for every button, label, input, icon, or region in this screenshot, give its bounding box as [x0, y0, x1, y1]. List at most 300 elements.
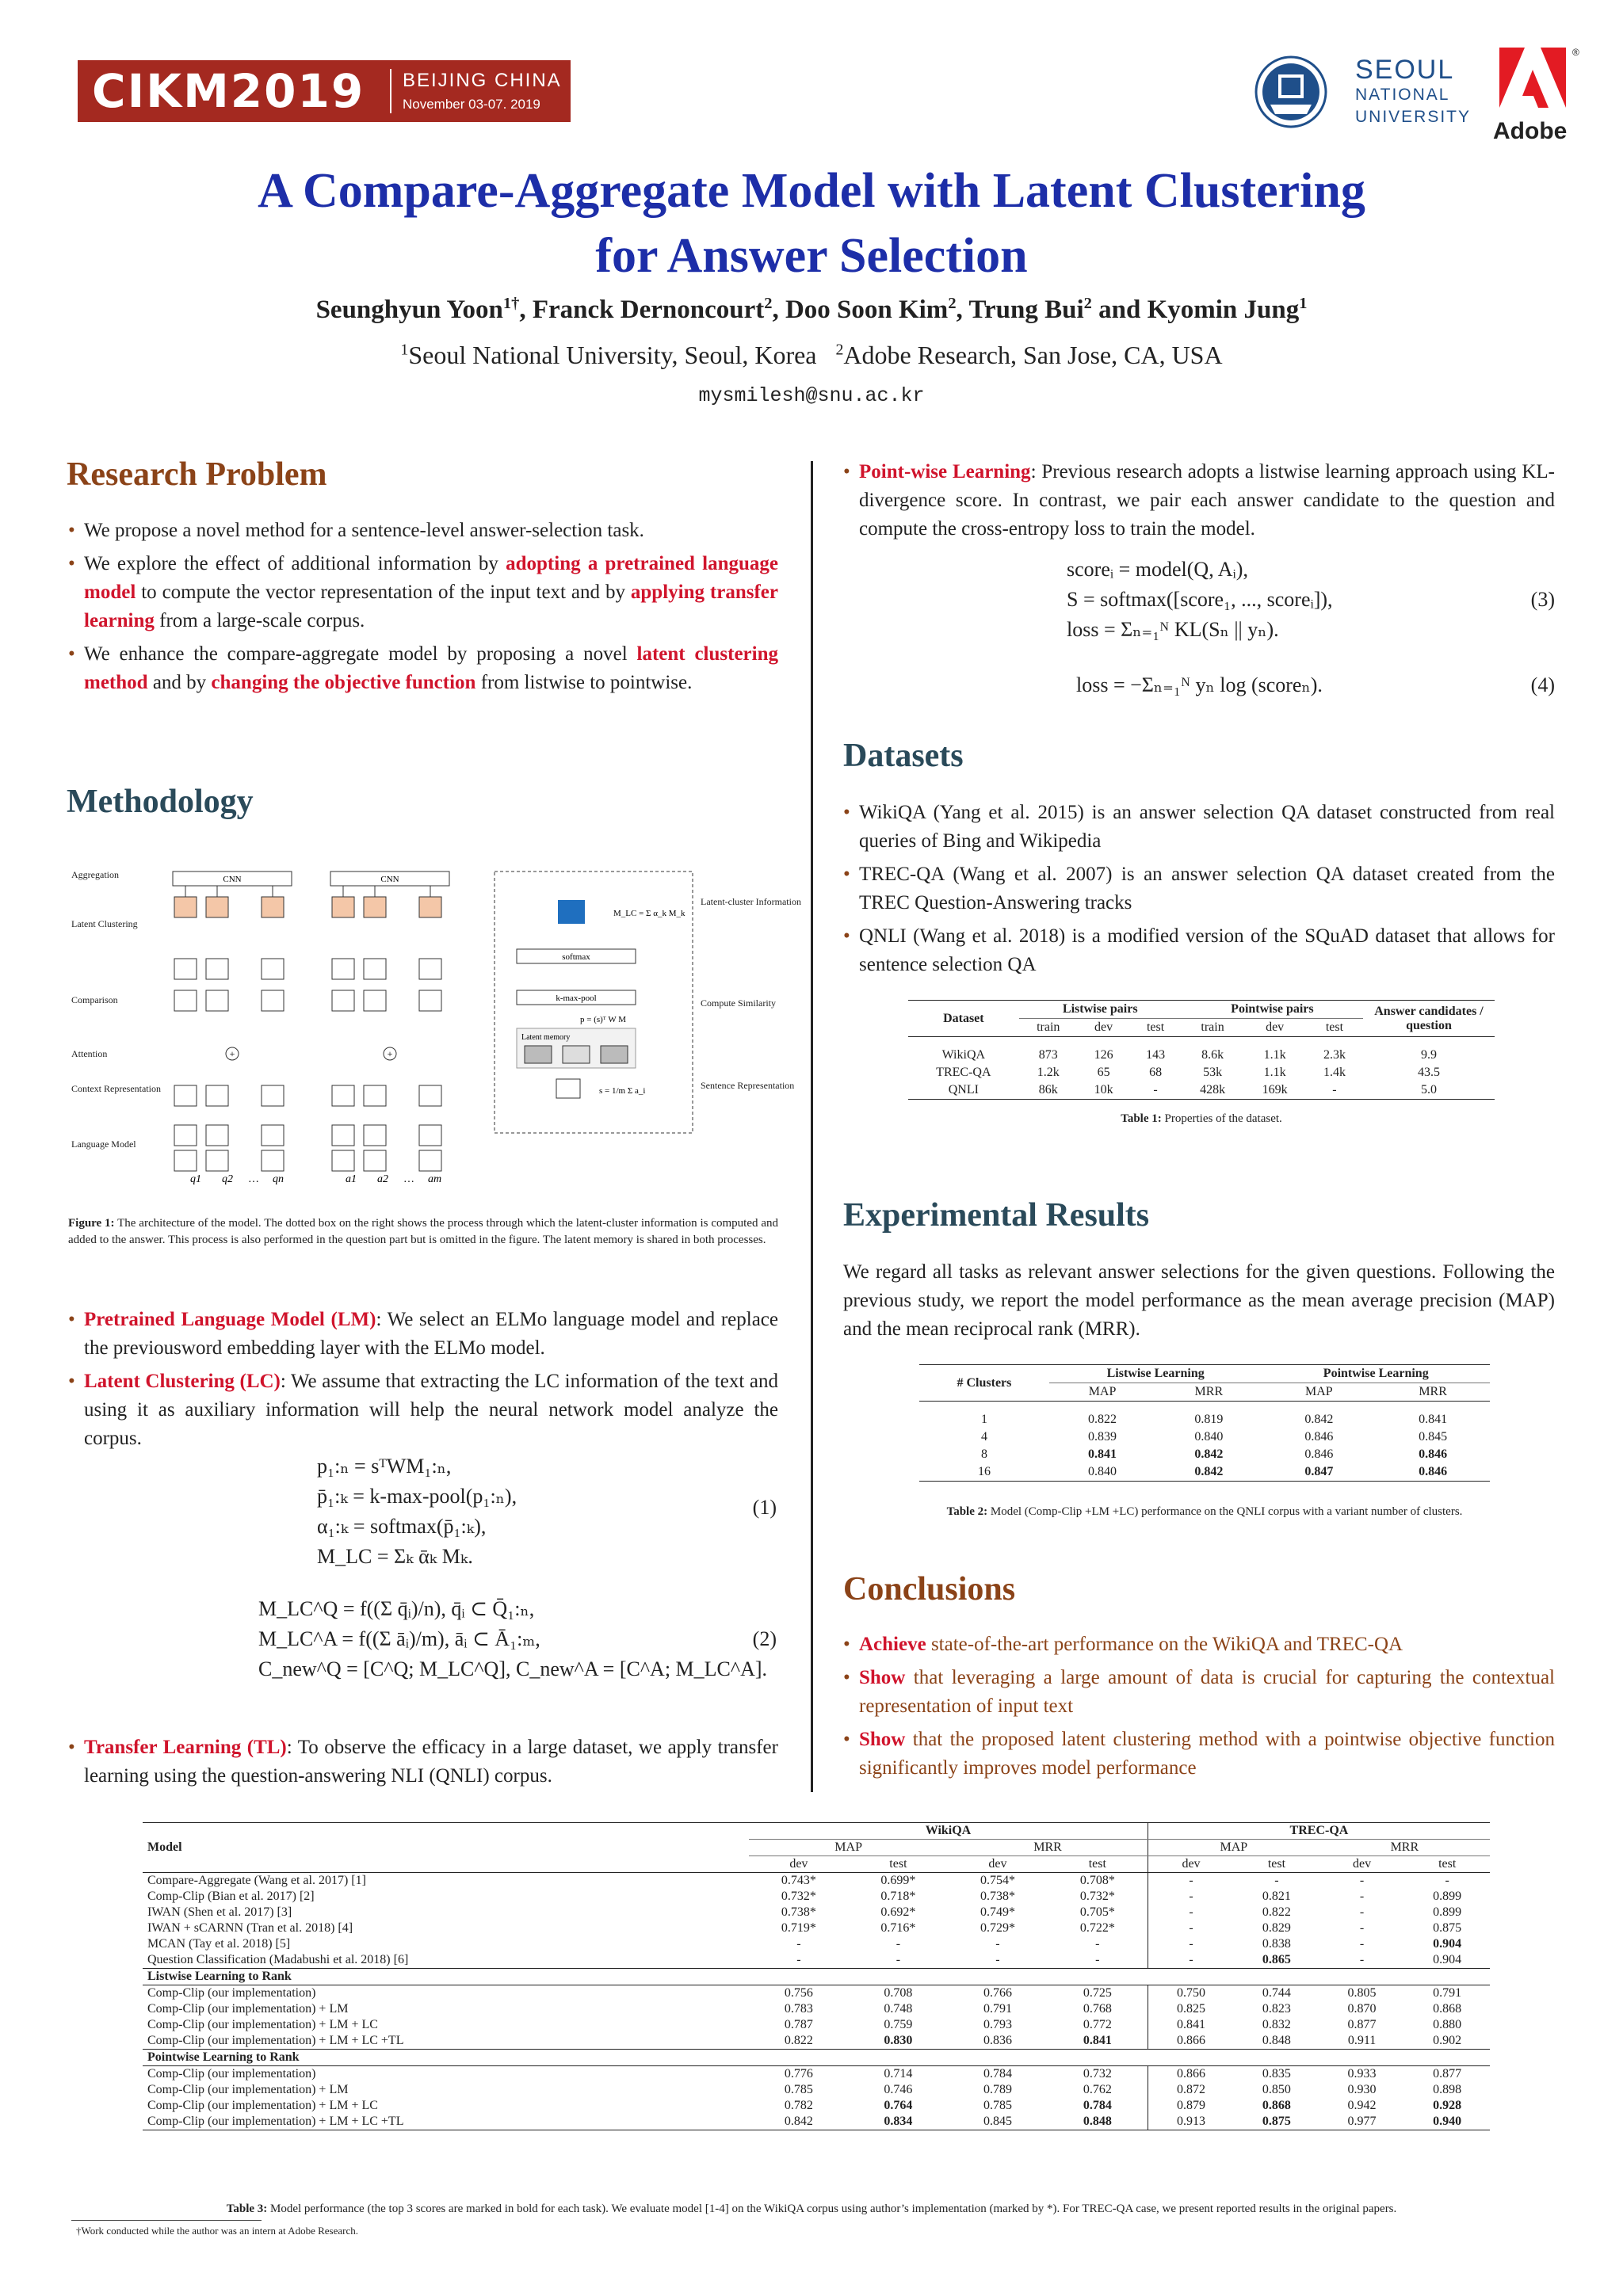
t3-header-mrr: MRR	[948, 1840, 1148, 1856]
table-cell: 0.850	[1262, 2083, 1291, 2096]
t3-subheader: test	[889, 1857, 907, 1871]
t2-subheader: MRR	[1194, 1385, 1224, 1398]
table-cell: 0.842	[1194, 1465, 1224, 1478]
conclusion-b3-text: that the proposed latent clustering method with a pointwise objective function significantly improves model performance	[859, 1729, 1555, 1779]
author-list	[0, 295, 1623, 325]
a-token-label: …	[404, 1173, 414, 1185]
table-cell: 0.832	[1262, 2018, 1291, 2031]
table-cell: 0.784	[983, 2067, 1012, 2081]
table-row	[143, 1936, 1490, 1952]
vector-cell	[419, 1085, 441, 1106]
rp-b2-highlight-2: applying transfer learning	[84, 582, 778, 631]
table-row	[143, 1889, 1490, 1905]
vector-cell	[419, 990, 441, 1011]
conclusion-b1-bold: Achieve	[859, 1634, 926, 1655]
vector-cell	[174, 959, 197, 979]
table-2	[919, 1364, 1490, 1482]
table-cell: 0.793	[983, 2018, 1012, 2031]
conclusion-bullet-3	[843, 1726, 1555, 1783]
vector-cell	[332, 1085, 354, 1106]
eq4-text: loss = −Σₙ₌₁ᴺ yₙ log (scoreₙ).	[1076, 673, 1323, 696]
vector-cell	[174, 990, 197, 1011]
mlc-box	[558, 900, 585, 924]
vector-cell	[262, 1085, 284, 1106]
table-row	[143, 2082, 1490, 2098]
t3-header-map: MAP	[749, 1840, 948, 1856]
model-name-cell: Comp-Clip (our implementation) + LM	[147, 2002, 349, 2016]
table-cell: 0.754*	[980, 1874, 1015, 1887]
model-name-cell: Comp-Clip (our implementation) + LM + LC +TL	[147, 2034, 404, 2047]
t2-subheader: MAP	[1088, 1385, 1117, 1398]
table-row	[919, 1428, 1490, 1446]
datasets-body	[843, 799, 1555, 984]
snu-seal-icon	[1254, 55, 1327, 128]
table-cell: 0.902	[1433, 2034, 1462, 2047]
table-cell: QNLI	[948, 1083, 979, 1097]
t1-subheader: test	[1325, 1020, 1344, 1034]
t3-subheader: test	[1267, 1857, 1286, 1871]
table-cell: 0.743*	[781, 1874, 816, 1887]
adobe-a-icon	[1493, 46, 1580, 116]
snu-line-2: NATIONAL	[1355, 86, 1450, 104]
table-2-caption	[919, 1505, 1490, 1519]
table-cell: 0.842	[784, 2115, 813, 2128]
table-row	[143, 1873, 1490, 1890]
model-name-cell: Comp-Clip (our implementation) + LM	[147, 2083, 349, 2096]
conclusions-heading: Conclusions	[843, 1571, 1016, 1608]
vector-cell	[332, 1125, 354, 1146]
author-separator: and	[1091, 296, 1148, 324]
table-cell: 0.738*	[980, 1890, 1015, 1903]
fig-row-label: Comparison	[71, 994, 118, 1005]
table-cell: 0.835	[1262, 2067, 1291, 2081]
rp-b3-text-c: from listwise to pointwise.	[475, 672, 693, 693]
table-cell: 65	[1097, 1066, 1110, 1079]
table-group-title: Pointwise Learning to Rank	[143, 2050, 1490, 2066]
q-token-label: q2	[222, 1173, 233, 1185]
snu-wordmark	[1355, 55, 1471, 128]
table-row	[143, 2033, 1490, 2050]
model-name-cell: Comp-Clip (our implementation) + LM + LC +TL	[147, 2115, 404, 2128]
table-cell: 0.865	[1262, 1953, 1291, 1966]
table-cell: 68	[1149, 1066, 1163, 1079]
table-cell: 0.776	[784, 2067, 813, 2081]
table-cell: 0.785	[784, 2083, 813, 2096]
table-cell: 143	[1146, 1048, 1166, 1062]
t1-caption-text: Properties of the dataset.	[1164, 1112, 1282, 1125]
rp-b3-text-a: We enhance the compare-aggregate model by proposing a novel	[84, 643, 637, 665]
table-cell: 0.899	[1433, 1905, 1462, 1919]
model-name-cell: Question Classification (Madabushi et al. 2018) [6]	[147, 1953, 409, 1966]
table-cell: 0.846	[1419, 1465, 1448, 1478]
title-line-1: A Compare-Aggregate Model with Latent Clustering	[258, 164, 1365, 218]
rp-b2-text-c: from a large-scale corpus.	[154, 610, 365, 631]
fig-row-label: Aggregation	[71, 869, 119, 880]
table-cell: 0.911	[1347, 2034, 1377, 2047]
table-row	[143, 1952, 1490, 1969]
conference-city: BEIJING CHINA	[403, 70, 562, 91]
table-cell: -	[1095, 1937, 1100, 1951]
svg-text:+: +	[387, 1048, 393, 1059]
table-cell: -	[1332, 1083, 1337, 1097]
table-cell: 0.748	[884, 2002, 913, 2016]
table-cell: 0.840	[1194, 1430, 1224, 1444]
vector-cell	[332, 990, 354, 1011]
table-cell: 0.880	[1433, 2018, 1462, 2031]
model-name-cell: Comp-Clip (Bian et al. 2017) [2]	[147, 1890, 315, 1903]
eq2-line: M_LC^Q = f((Σ q̄ᵢ)/n), q̄ᵢ ⊂ Q̄₁:ₙ,	[258, 1597, 535, 1620]
eq2-number: (2)	[752, 1627, 777, 1650]
tl-bullet	[68, 1733, 778, 1791]
s-equation: s = 1/m Σ a_i	[599, 1086, 646, 1096]
cikm-logo: CIKM2019	[92, 64, 365, 118]
table-cell: -	[1359, 1921, 1365, 1935]
table-cell: -	[1148, 1920, 1234, 1936]
table-cell: 0.787	[784, 2018, 813, 2031]
fig-row-label: Attention	[71, 1048, 108, 1059]
vector-cell	[174, 897, 197, 917]
t1-subheader: train	[1201, 1020, 1224, 1034]
table-cell: -	[1445, 1874, 1449, 1887]
table-cell: -	[796, 1953, 801, 1966]
table-cell: 0.705*	[1079, 1905, 1115, 1919]
rp-bullet-3	[68, 640, 778, 697]
t1-header-pointwise: Pointwise pairs	[1182, 1001, 1363, 1019]
conclusion-b2-bold: Show	[859, 1667, 906, 1688]
rp-b2-highlight-1: adopting a pretrained language model	[84, 553, 778, 603]
kmaxpool-label: k-max-pool	[556, 994, 597, 1003]
table-cell: 0.836	[983, 2034, 1012, 2047]
equation-3	[1067, 555, 1555, 645]
fig-row-label: Context Representation	[71, 1083, 161, 1094]
table-cell: 0.744	[1262, 1986, 1291, 2000]
table-cell: 0.834	[884, 2115, 913, 2128]
conclusion-bullet-1	[843, 1630, 1555, 1659]
table-1	[908, 1000, 1495, 1100]
table-row	[908, 1064, 1495, 1081]
pointwise-label: Point-wise Learning	[859, 461, 1031, 482]
table-cell: 1.1k	[1263, 1066, 1286, 1079]
architecture-figure	[67, 864, 801, 1188]
table-cell: 4	[980, 1430, 987, 1444]
t3-header-model: Model	[143, 1823, 749, 1873]
table-cell: 16	[977, 1465, 991, 1478]
datasets-heading: Datasets	[843, 738, 964, 774]
table-cell: 0.784	[1083, 2099, 1112, 2112]
table-cell: 0.841	[1148, 2017, 1234, 2033]
author-affil-sup: 2	[1083, 295, 1092, 312]
t3-subheader: dev	[1352, 1857, 1372, 1871]
question-branch	[173, 871, 292, 886]
conference-date: November 03-07. 2019	[403, 97, 540, 112]
table-cell: 0.913	[1148, 2114, 1234, 2130]
table-cell: 0.823	[1262, 2002, 1291, 2016]
table-cell: 0.759	[884, 2018, 913, 2031]
affil-2-sup: 2	[835, 341, 844, 359]
eq2-line: M_LC^A = f((Σ āᵢ)/m), āᵢ ⊂ Ā₁:ₘ,	[258, 1627, 540, 1650]
lc-label: Latent Clustering (LC)	[84, 1371, 281, 1392]
table-cell: 53k	[1203, 1066, 1223, 1079]
table-cell: 0.842	[1304, 1413, 1334, 1426]
table-cell: 0.841	[1419, 1413, 1448, 1426]
table-cell: 0.785	[983, 2099, 1012, 2112]
table-cell: 0.718*	[880, 1890, 916, 1903]
table-cell: 0.732*	[781, 1890, 816, 1903]
table-cell: 0.928	[1433, 2099, 1462, 2112]
vector-cell	[332, 959, 354, 979]
eq1-line: p̄₁:ₖ = k-max-pool(p₁:ₙ),	[317, 1485, 517, 1508]
vector-cell	[174, 1125, 197, 1146]
table-cell: 873	[1038, 1048, 1058, 1062]
rp-b2-text-b: to compute the vector representation of the input text and by	[136, 582, 631, 603]
experimental-results-text: We regard all tasks as relevant answer selections for the given questions. Following the previous study, we report the model performance as the mean average precision (MAP) and the mean reciprocal rank (MRR).	[843, 1261, 1555, 1340]
latent-memory-label: Latent memory	[521, 1033, 571, 1042]
transfer-learning-section	[68, 1733, 778, 1795]
table-cell: 0.829	[1262, 1921, 1291, 1935]
table-cell: -	[896, 1937, 901, 1951]
table-cell: 0.977	[1347, 2115, 1377, 2128]
table-cell: 0.822	[1262, 1905, 1291, 1919]
table-cell: 0.805	[1347, 1986, 1377, 2000]
vector-cell	[262, 990, 284, 1011]
contact-email[interactable]: mysmilesh@snu.ac.kr	[698, 384, 925, 407]
table-cell: 0.870	[1347, 2002, 1377, 2016]
rp-b2-text-a: We explore the effect of additional information by	[84, 553, 506, 574]
table-cell: 0.783	[784, 2002, 813, 2016]
vector-cell	[419, 1125, 441, 1146]
t2-subheader: MAP	[1305, 1385, 1333, 1398]
vector-cell	[364, 959, 386, 979]
table-row	[143, 1905, 1490, 1920]
figure-1-caption-text: The architecture of the model. The dotted box on the right shows the process through which the latent-cluster information is computed and added to the answer. This process is also performed in the question part but is omitted in the figure. The latent memory is shared in both processes.	[68, 1217, 778, 1246]
t2-subheader: MRR	[1419, 1385, 1447, 1398]
author-name: Seunghyun Yoon	[315, 296, 503, 324]
affiliations	[0, 341, 1623, 370]
t3-header-mrr: MRR	[1319, 1840, 1490, 1856]
dataset-b3-text: QNLI (Wang et al. 2018) is a modified version of the SQuAD dataset that allows for sentence selection QA	[859, 925, 1555, 975]
pointwise-section	[843, 458, 1555, 548]
rp-b3-text-b: and by	[147, 672, 212, 693]
table-group-header	[143, 1969, 1490, 1985]
table-row	[908, 1037, 1495, 1065]
table-row	[143, 1985, 1490, 2002]
table-cell: 0.877	[1347, 2018, 1377, 2031]
author-separator: ,	[519, 296, 533, 324]
table-3-caption	[0, 2203, 1623, 2216]
table-cell: 0.738*	[781, 1905, 816, 1919]
equation-4	[1076, 670, 1555, 700]
table-cell: 0.750	[1148, 1985, 1234, 2002]
tl-text: : To observe the efficacy in a large dataset, we apply transfer learning using the question-answering NLI (QNLI) corpus.	[84, 1737, 778, 1787]
vector-cell	[206, 959, 228, 979]
table-cell: 0.756	[784, 1986, 813, 2000]
table-row	[919, 1446, 1490, 1463]
table-cell: -	[995, 1937, 1000, 1951]
conclusion-b2-text: that leveraging a large amount of data is crucial for capturing the contextual representation of input text	[859, 1667, 1555, 1717]
table-row	[908, 1081, 1495, 1100]
vector-cell	[332, 897, 354, 917]
table-cell: 0.746	[884, 2083, 913, 2096]
eq1-number: (1)	[752, 1496, 777, 1519]
vector-cell	[206, 990, 228, 1011]
table-cell: 0.933	[1347, 2067, 1377, 2081]
vector-cell	[262, 897, 284, 917]
p-equation: p = (s)ᵀ W M	[580, 1015, 627, 1024]
table-cell: -	[1095, 1953, 1100, 1966]
t1-caption-label: Table 1:	[1121, 1112, 1162, 1125]
t2-header-listwise: Listwise Learning	[1049, 1365, 1262, 1383]
table-cell: 0.940	[1433, 2115, 1462, 2128]
footnote: †Work conducted while the author was an intern at Adobe Research.	[76, 2225, 358, 2237]
table-cell: -	[995, 1953, 1000, 1966]
table-cell: 0.732	[1083, 2067, 1112, 2081]
author-separator: ,	[772, 296, 785, 324]
table-row	[143, 1920, 1490, 1936]
rp-bullet-1	[68, 517, 778, 545]
conference-info	[403, 70, 562, 113]
cnn-label: CNN	[380, 875, 399, 884]
table-cell: -	[1359, 1874, 1365, 1887]
lm-bullet	[68, 1306, 778, 1363]
model-name-cell: Comp-Clip (our implementation)	[147, 1986, 316, 2000]
t3-subheader: test	[1438, 1857, 1457, 1871]
author-affil-sup: 2	[764, 295, 773, 312]
vector-cell	[206, 1125, 228, 1146]
vector-cell	[206, 1150, 228, 1171]
dataset-b2-text: TREC-QA (Wang et al. 2007) is an answer selection QA dataset created from the TREC Question-Answering tracks	[859, 864, 1555, 913]
fig-row-label: Language Model	[71, 1138, 136, 1150]
table-cell: -	[1148, 1889, 1234, 1905]
vector-cell	[364, 1085, 386, 1106]
q-token-label: …	[249, 1173, 259, 1185]
table-cell: TREC-QA	[936, 1066, 991, 1079]
table-row	[919, 1402, 1490, 1429]
t1-subheader: test	[1146, 1020, 1165, 1034]
vector-cell	[364, 1150, 386, 1171]
fig-row-label: Latent Clustering	[71, 918, 138, 929]
t2-header-pointwise: Pointwise Learning	[1262, 1365, 1490, 1383]
table-cell: 0.839	[1088, 1430, 1117, 1444]
table-cell: 0.782	[784, 2099, 813, 2112]
t1-subheader: dev	[1094, 1020, 1113, 1034]
a-token-label: a1	[346, 1173, 357, 1185]
author-name: Franck Dernoncourt	[532, 296, 765, 324]
table-cell: 0.868	[1262, 2099, 1291, 2112]
table-cell: 0.791	[1433, 1986, 1462, 2000]
table-cell: -	[896, 1953, 901, 1966]
table-cell: 126	[1094, 1048, 1113, 1062]
table-cell: 8	[980, 1447, 987, 1461]
table-cell: 0.846	[1419, 1447, 1448, 1461]
lc-bullet	[68, 1367, 778, 1453]
affil-2: Adobe Research, San Jose, CA, USA	[843, 341, 1223, 369]
poster-title	[0, 158, 1623, 288]
t2-caption-label: Table 2:	[946, 1505, 988, 1518]
dataset-b1-text: WikiQA (Yang et al. 2015) is an answer selection QA dataset constructed from real queries of Bing and Wikipedia	[859, 802, 1555, 852]
table-cell: 0.875	[1262, 2115, 1291, 2128]
table-cell: 0.845	[1419, 1430, 1448, 1444]
conclusion-bullet-2	[843, 1664, 1555, 1721]
conclusion-b3-bold: Show	[859, 1729, 906, 1750]
model-name-cell: Comp-Clip (our implementation) + LM + LC	[147, 2099, 378, 2112]
table-cell: 0.899	[1433, 1890, 1462, 1903]
t3-header-map: MAP	[1148, 1840, 1319, 1856]
table-cell: -	[1148, 1905, 1234, 1920]
table-cell: 0.841	[1088, 1447, 1117, 1461]
model-name-cell: IWAN + sCARNN (Tran et al. 2018) [4]	[147, 1921, 353, 1935]
eq3-line: scoreᵢ = model(Q, Aᵢ),	[1067, 558, 1248, 581]
table-cell: 0.725	[1083, 1986, 1112, 2000]
eq3-number: (3)	[1530, 588, 1555, 611]
t3-header-trecqa: TREC-QA	[1148, 1823, 1490, 1840]
vector-cell	[206, 897, 228, 917]
author-name: Kyomin Jung	[1147, 296, 1300, 324]
table-cell: 0.845	[983, 2115, 1012, 2128]
table-row	[143, 2114, 1490, 2130]
dataset-bullet-2	[843, 860, 1555, 917]
methodology-heading: Methodology	[67, 784, 254, 820]
author-affil-sup: 1†	[502, 295, 520, 312]
table-cell: 0.766	[983, 1986, 1012, 2000]
table-cell: -	[1148, 1873, 1234, 1890]
t3-subheader: test	[1088, 1857, 1106, 1871]
table-cell: 1.1k	[1263, 1048, 1286, 1062]
author-separator: ,	[956, 296, 969, 324]
eq1-line: p₁:ₙ = sᵀWM₁:ₙ,	[317, 1455, 452, 1478]
table-cell: 0.819	[1194, 1413, 1224, 1426]
lm-label: Pretrained Language Model (LM)	[84, 1309, 376, 1330]
table-cell: 10k	[1094, 1083, 1113, 1097]
table-cell: 0.866	[1148, 2066, 1234, 2083]
logo-divider	[390, 69, 391, 113]
softmax-label: softmax	[562, 952, 590, 962]
table-cell: 0.772	[1083, 2018, 1112, 2031]
vector-cell	[419, 897, 441, 917]
table-cell: 0.714	[884, 2067, 913, 2081]
table-cell: 0.842	[1194, 1447, 1224, 1461]
pointwise-text: : Previous research adopts a listwise learning approach using KL-divergence score. In contrast, we pair each answer candidate to the question and compute the cross-entropy loss to train the model.	[859, 461, 1555, 540]
t3-subheader: dev	[1148, 1856, 1234, 1873]
table-cell: 0.866	[1148, 2033, 1234, 2050]
table-cell: 0.822	[784, 2034, 813, 2047]
table-row	[143, 2017, 1490, 2033]
equation-1	[317, 1451, 777, 1572]
table-row	[143, 2066, 1490, 2083]
fig-right-label: Latent-cluster Information	[701, 896, 801, 907]
table-cell: -	[1148, 1952, 1234, 1969]
sentence-vector-box	[556, 1079, 580, 1098]
table-cell: 0.879	[1148, 2098, 1234, 2114]
table-cell: -	[1148, 1936, 1234, 1952]
vector-cell	[206, 1085, 228, 1106]
table-cell: 0.848	[1083, 2115, 1112, 2128]
rp-b1-text: We propose a novel method for a sentence-level answer-selection task.	[84, 520, 644, 541]
t1-subheader: dev	[1266, 1020, 1285, 1034]
table-cell: 0.708	[884, 1986, 913, 2000]
table-cell: 0.904	[1433, 1953, 1462, 1966]
affil-1: Seoul National University, Seoul, Korea	[408, 341, 817, 369]
table-cell: 0.708*	[1079, 1874, 1115, 1887]
table-cell: -	[1359, 1937, 1365, 1951]
table-cell: 0.877	[1433, 2067, 1462, 2081]
snu-line-3: UNIVERSITY	[1355, 108, 1472, 126]
model-name-cell: MCAN (Tay et al. 2018) [5]	[147, 1937, 291, 1951]
t3-caption-text: Model performance (the top 3 scores are marked in bold for each task). We evaluate model [1-4] on the WikiQA corpus using author’s implementation (marked by *). For TREC-QA case, we present reported results in the original papers.	[270, 2203, 1397, 2215]
t1-header-answer: Answer candidates / question	[1363, 1001, 1495, 1037]
vector-cell	[364, 990, 386, 1011]
adobe-logo	[1493, 46, 1580, 144]
eq1-line: M_LC = Σₖ ᾱₖ Mₖ.	[317, 1545, 473, 1568]
